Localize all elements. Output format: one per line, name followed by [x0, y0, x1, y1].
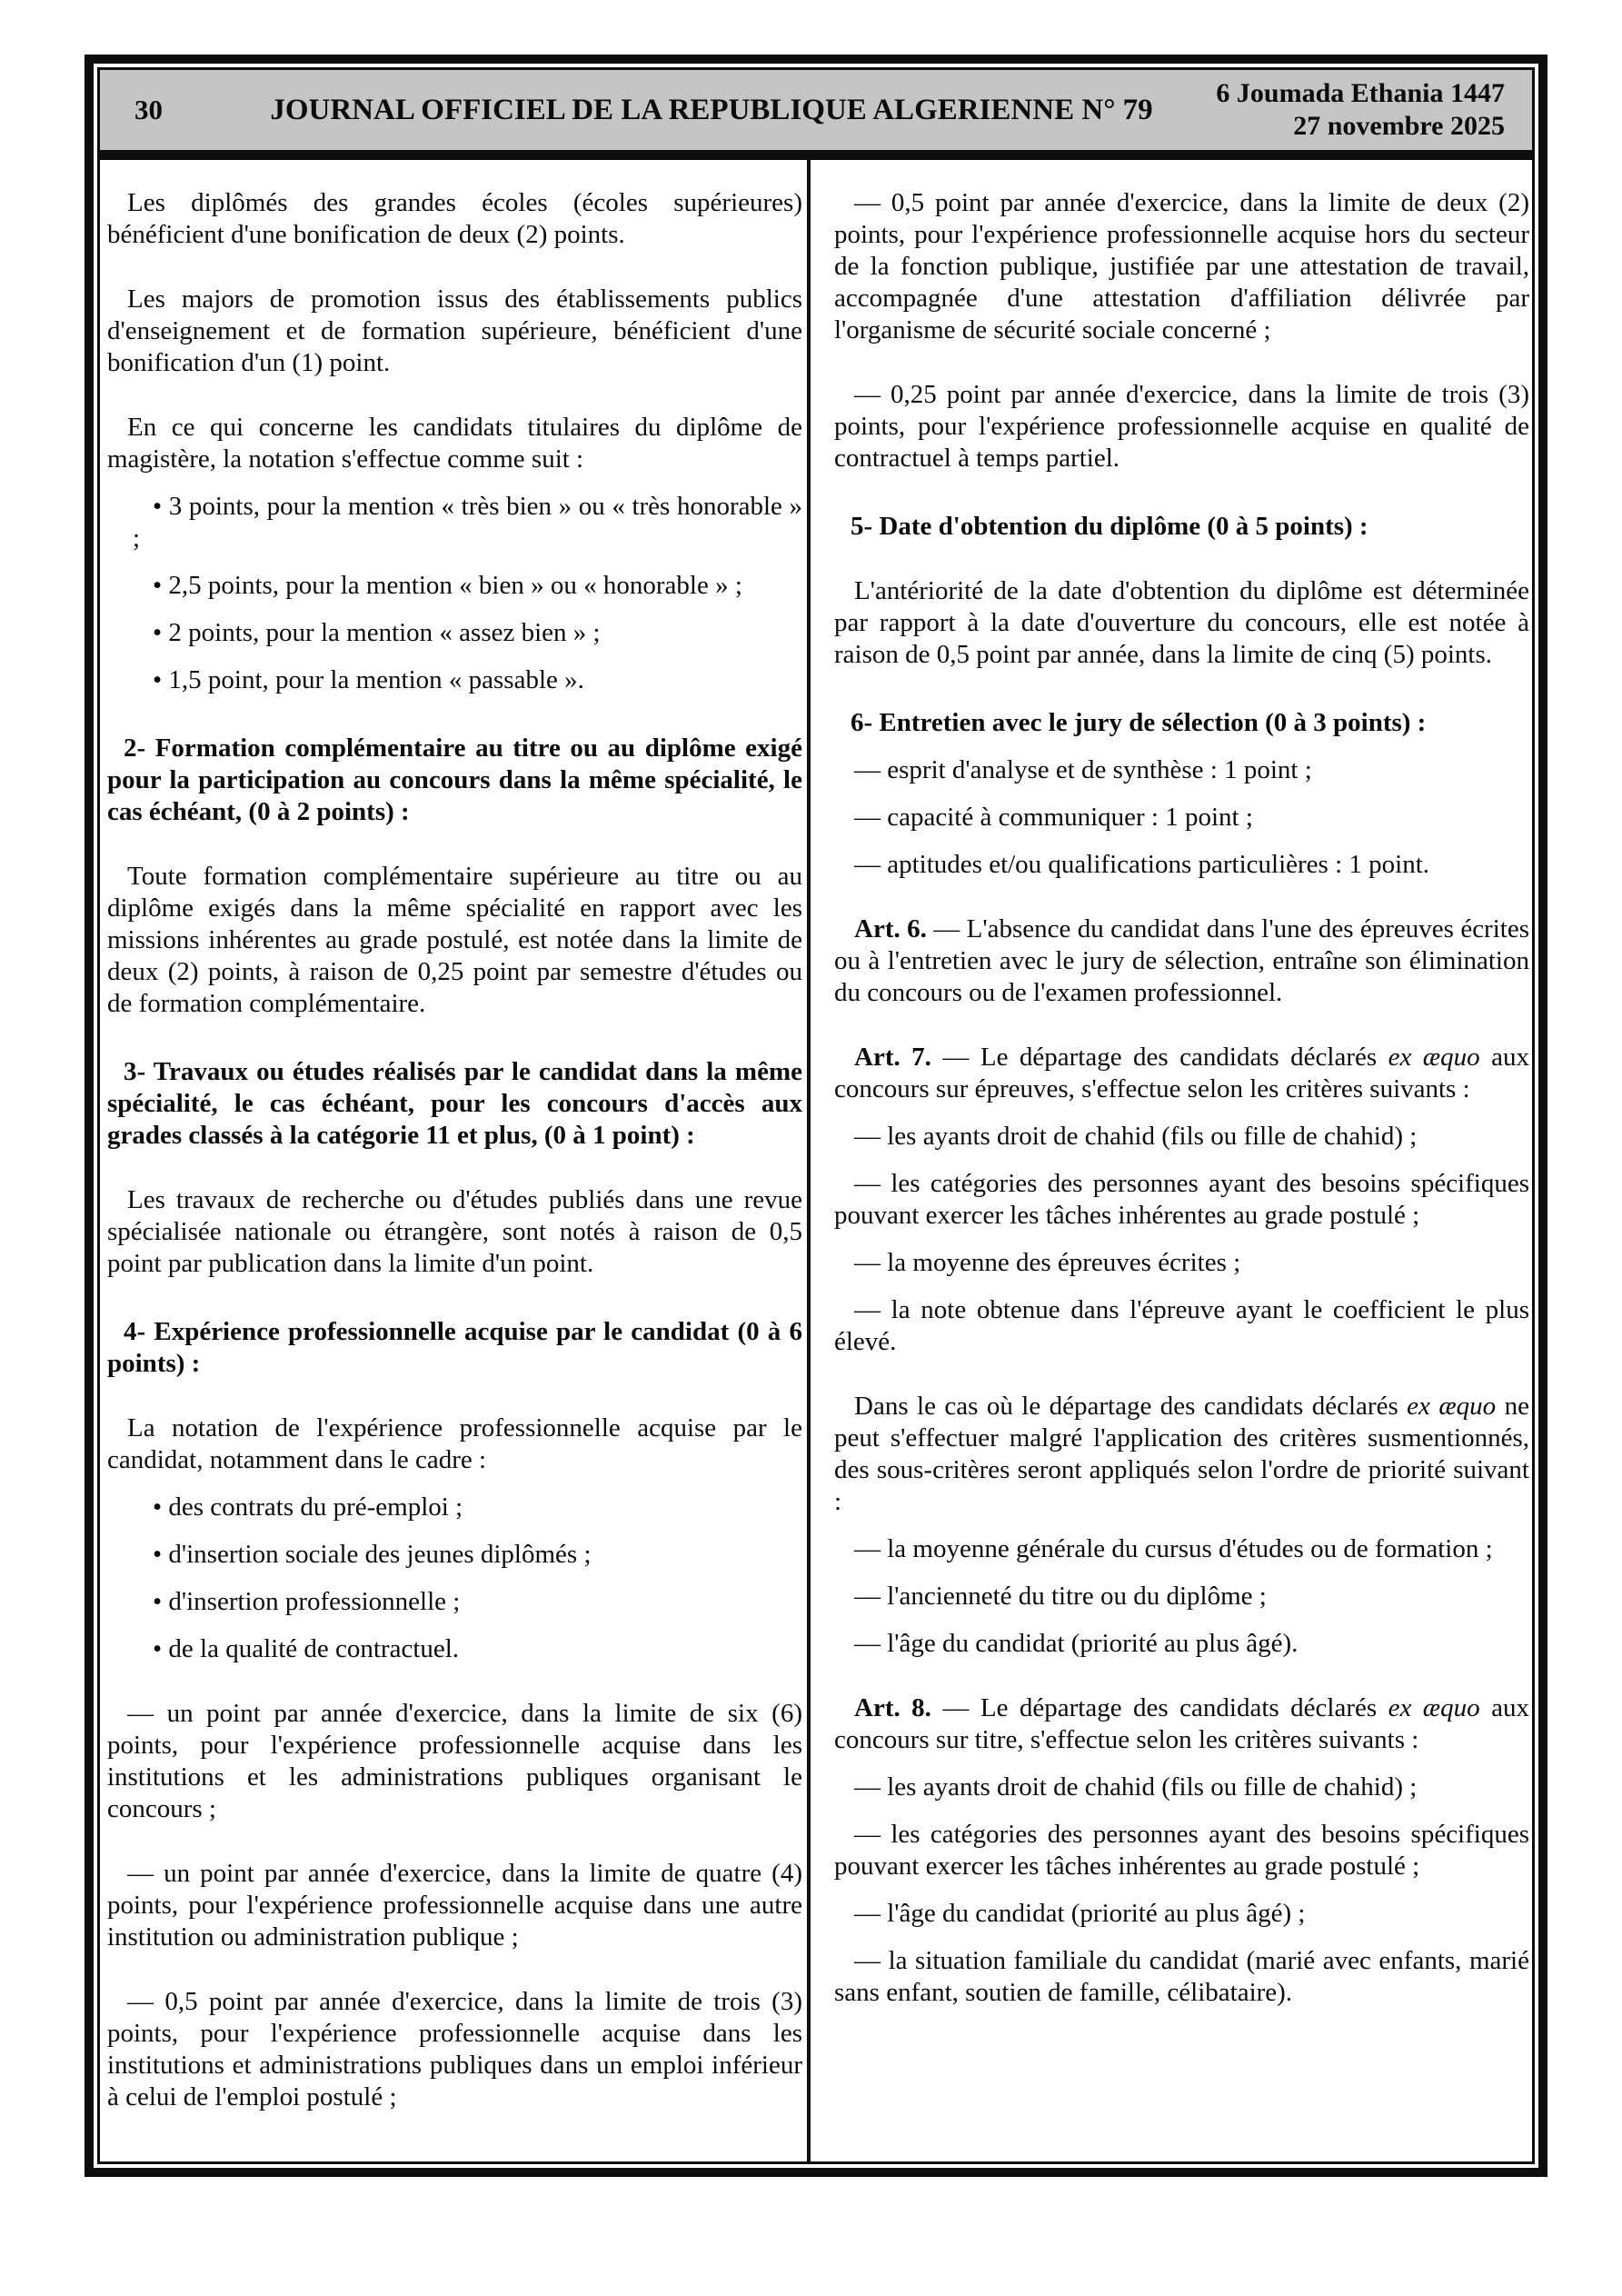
paragraph: Art. 8. — Le départage des candidats déclarés ex æquo aux concours sur titre, s'effectue selon les critères suivants :: [834, 1693, 1529, 1754]
section-heading: 4- Expérience professionnelle acquise par le candidat (0 à 6 points) :: [107, 1317, 802, 1378]
page-frame: [85, 55, 1547, 2177]
page-number: 30: [134, 94, 163, 125]
column-left: [107, 160, 802, 2161]
paragraph: Art. 7. — Le départage des candidats déclarés ex æquo aux concours sur épreuves, s'effectue selon les critères suivants :: [834, 1043, 1529, 1103]
bullet-item: • 1,5 point, pour la mention « passable ».: [153, 665, 584, 694]
paragraph: L'antériorité de la date d'obtention du diplôme est déterminée par rapport à la date d'ouverture du concours, elle est notée à raison de 0,5 point par année, dans la limite de cinq (5) points.: [834, 576, 1529, 669]
bullet-item: • des contrats du pré-emploi ;: [153, 1492, 463, 1522]
dash-item: — esprit d'analyse et de synthèse : 1 point ;: [854, 755, 1312, 784]
dash-item: — les ayants droit de chahid (fils ou fille de chahid) ;: [854, 1772, 1418, 1802]
dash-paragraph: — un point par année d'exercice, dans la limite de six (6) points, pour l'expérience professionnelle acquise dans les institutions et les administrations publiques organisant le concours ;: [107, 1699, 802, 1823]
dash-item: — la note obtenue dans l'épreuve ayant le coefficient le plus élevé.: [834, 1295, 1529, 1356]
section-heading: 6- Entretien avec le jury de sélection (0 à 3 points) :: [851, 708, 1427, 737]
dash-item: — les catégories des personnes ayant des besoins spécifiques pouvant exercer les tâches inhérentes au grade postulé ;: [834, 1169, 1529, 1230]
dash-item: — capacité à communiquer : 1 point ;: [854, 803, 1253, 832]
paragraph: La notation de l'expérience professionnelle acquise par le candidat, notamment dans le cadre :: [107, 1413, 802, 1474]
bullet-item: • d'insertion professionnelle ;: [153, 1587, 461, 1616]
date-block: [1169, 77, 1532, 143]
dash-item: — les catégories des personnes ayant des besoins spécifiques pouvant exercer les tâches inhérentes au grade postulé ;: [834, 1820, 1529, 1881]
page-inner-frame: [97, 67, 1535, 2164]
dash-paragraph: — 0,25 point par année d'exercice, dans la limite de trois (3) points, pour l'expérience professionnelle acquise en qualité de contractuel à temps partiel.: [834, 380, 1529, 473]
dash-item: — l'ancienneté du titre ou du diplôme ;: [854, 1582, 1267, 1611]
dash-paragraph: — un point par année d'exercice, dans la limite de quatre (4) points, pour l'expérience professionnelle acquise dans une autre institution ou administration publique ;: [107, 1859, 802, 1952]
dash-item: — les ayants droit de chahid (fils ou fille de chahid) ;: [854, 1122, 1418, 1151]
dash-item: — la situation familiale du candidat (marié avec enfants, marié sans enfant, soutien de famille, célibataire).: [834, 1946, 1529, 2007]
bullet-item: • 2 points, pour la mention « assez bien » ;: [153, 618, 601, 647]
column-right: [834, 160, 1529, 2161]
section-heading: 5- Date d'obtention du diplôme (0 à 5 points) :: [851, 512, 1368, 541]
paragraph: Toute formation complémentaire supérieure au titre ou au diplôme exigés dans la même spécialité en rapport avec les missions inhérentes au grade postulé, est notée dans la limite de deux (2) points, à raison de 0,25 point par semestre d'études ou de formation complémentaire.: [107, 862, 802, 1018]
paragraph: Dans le cas où le départage des candidats déclarés ex æquo ne peut s'effectuer malgré l'application des critères susmentionnés, des sous-critères seront appliqués selon l'ordre de priorité suivant :: [834, 1392, 1529, 1516]
dash-item: — aptitudes et/ou qualifications particulières : 1 point.: [854, 850, 1430, 879]
hijri-date: 6 Joumada Ethania 1447: [1216, 78, 1505, 108]
paragraph: Les majors de promotion issus des établissements publics d'enseignement et de formation supérieure, bénéficient d'une bonification d'un (1) point.: [107, 285, 802, 377]
paragraph: Les travaux de recherche ou d'études publiés dans une revue spécialisée nationale ou étrangère, sont notés à raison de 0,5 point par publication dans la limite d'un point.: [107, 1185, 802, 1278]
dash-item: — l'âge du candidat (priorité au plus âgé).: [854, 1629, 1299, 1658]
dash-paragraph: — 0,5 point par année d'exercice, dans la limite de trois (3) points, pour l'expérience professionnelle acquise dans les institutions et administrations publiques dans un emploi inférieur à celui de l'emploi postulé ;: [107, 1987, 802, 2111]
bullet-item: • 3 points, pour la mention « très bien » ou « très honorable » ;: [133, 492, 802, 553]
dash-item: — la moyenne des épreuves écrites ;: [854, 1248, 1241, 1277]
bullet-item: • d'insertion sociale des jeunes diplômés ;: [153, 1540, 592, 1569]
page-body: [100, 160, 1532, 2161]
paragraph: Les diplômés des grandes écoles (écoles supérieures) bénéficient d'une bonification de deux (2) points.: [107, 188, 802, 249]
bullet-item: • de la qualité de contractuel.: [153, 1634, 460, 1663]
section-heading: 2- Formation complémentaire au titre ou au diplôme exigé pour la participation au concours dans la même spécialité, le cas échéant, (0 à 2 points) :: [107, 734, 802, 826]
bullet-item: • 2,5 points, pour la mention « bien » ou « honorable » ;: [153, 571, 742, 600]
column-divider: [807, 160, 811, 2161]
gregorian-date: 27 novembre 2025: [1293, 111, 1505, 141]
journal-title: JOURNAL OFFICIEL DE LA REPUBLIQUE ALGERIENNE N° 79: [270, 93, 1153, 126]
dash-paragraph: — 0,5 point par année d'exercice, dans la limite de deux (2) points, pour l'expérience professionnelle acquise hors du secteur de la fonction publique, justifiée par une attestation de travail, accompagnée d'une attestation d'affiliation délivrée par l'organisme de sécurité sociale concerné ;: [834, 188, 1529, 344]
paragraph: Art. 6. — L'absence du candidat dans l'une des épreuves écrites ou à l'entretien avec le jury de sélection, entraîne son élimination du concours ou de l'examen professionnel.: [834, 914, 1529, 1007]
dash-item: — la moyenne générale du cursus d'études ou de formation ;: [854, 1534, 1493, 1563]
section-heading: 3- Travaux ou études réalisés par le candidat dans la même spécialité, le cas échéant, pour les concours d'accès aux grades classés à la catégorie 11 et plus, (0 à 1 point) :: [107, 1057, 802, 1150]
page-header: [100, 70, 1532, 160]
paragraph: En ce qui concerne les candidats titulaires du diplôme de magistère, la notation s'effectue comme suit :: [107, 413, 802, 474]
dash-item: — l'âge du candidat (priorité au plus âgé) ;: [854, 1899, 1306, 1928]
